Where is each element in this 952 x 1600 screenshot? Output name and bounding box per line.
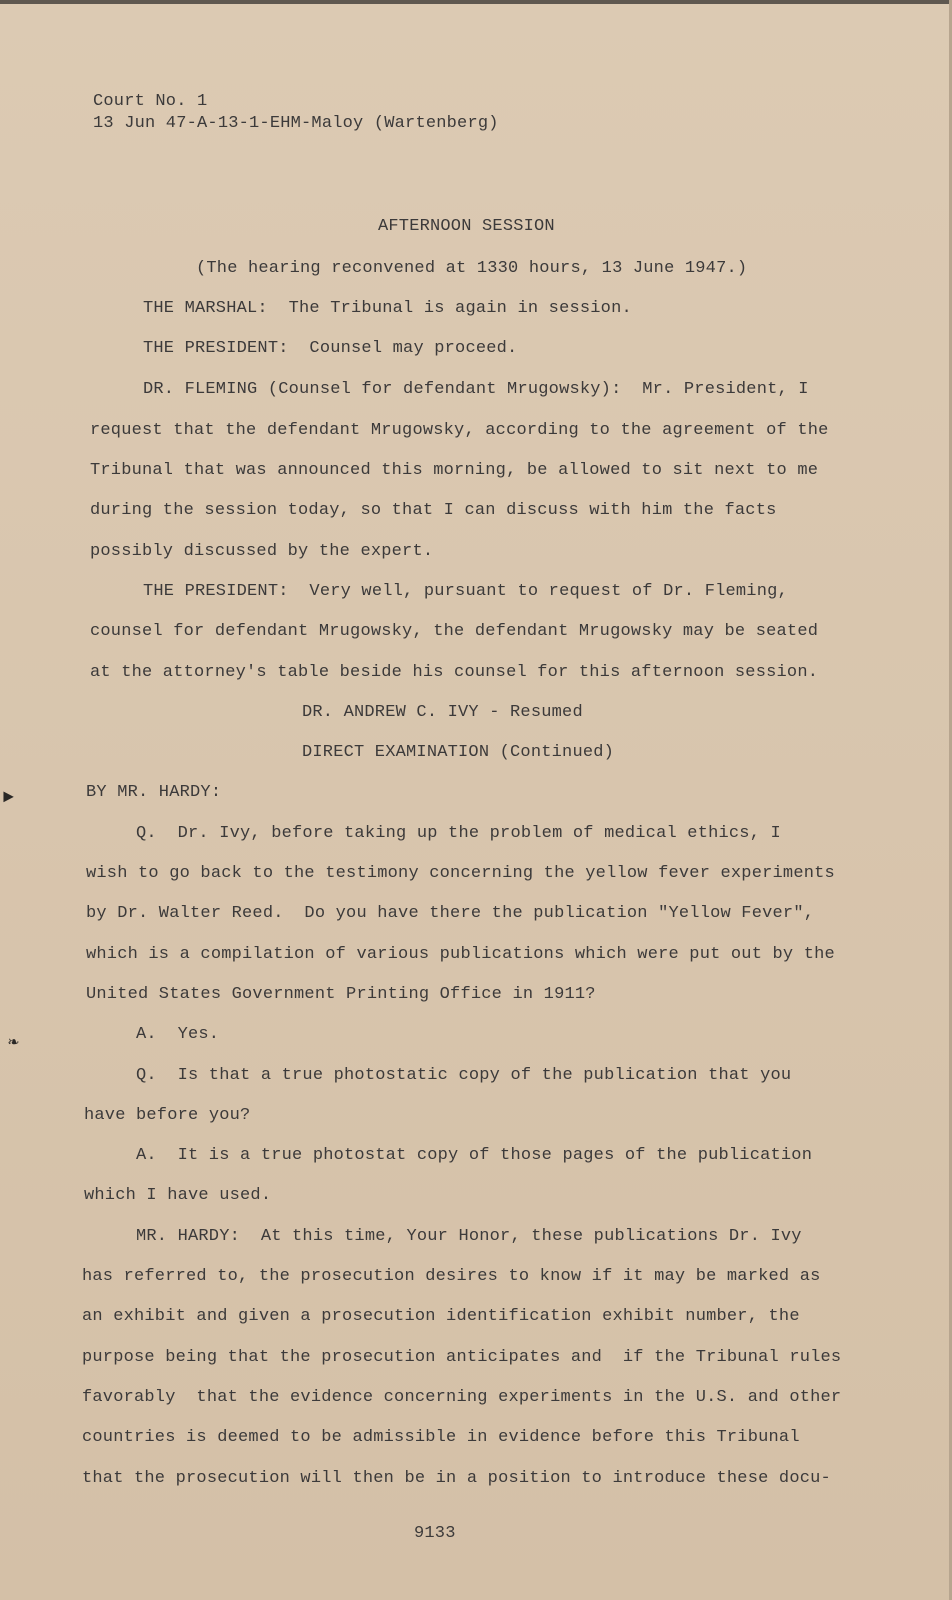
text-line: during the session today, so that I can discuss with him the facts: [90, 501, 777, 520]
header-reference: 13 Jun 47-A-13-1-EHM-Maloy (Wartenberg): [93, 114, 499, 133]
text-line: has referred to, the prosecution desires to know if it may be marked as: [82, 1267, 821, 1286]
text-line: Q. Is that a true photostatic copy of the publication that you: [136, 1066, 792, 1085]
text-line: Q. Dr. Ivy, before taking up the problem of medical ethics, I: [136, 824, 781, 843]
text-line: wish to go back to the testimony concerning the yellow fever experiments: [86, 864, 835, 883]
text-line: favorably that the evidence concerning experiments in the U.S. and other: [82, 1388, 842, 1407]
text-line: MR. HARDY: At this time, Your Honor, these publications Dr. Ivy: [136, 1227, 802, 1246]
page-number: 9133: [414, 1524, 456, 1543]
examination-heading: DIRECT EXAMINATION (Continued): [302, 743, 615, 762]
reconvened-note: (The hearing reconvened at 1330 hours, 13 June 1947.): [196, 259, 748, 278]
text-line: an exhibit and given a prosecution identification exhibit number, the: [82, 1307, 800, 1326]
text-line: purpose being that the prosecution anticipates and if the Tribunal rules: [82, 1348, 842, 1367]
margin-tick-icon: ❧: [8, 1033, 19, 1053]
text-line: THE PRESIDENT: Very well, pursuant to request of Dr. Fleming,: [143, 582, 788, 601]
text-line: A. It is a true photostat copy of those pages of the publication: [136, 1146, 813, 1165]
text-line: THE PRESIDENT: Counsel may proceed.: [143, 339, 518, 358]
text-line: A. Yes.: [136, 1025, 220, 1044]
text-line: United States Government Printing Office in 1911?: [86, 985, 596, 1004]
text-line: Tribunal that was announced this morning, be allowed to sit next to me: [90, 461, 819, 480]
text-line: DR. FLEMING (Counsel for defendant Mrugowsky): Mr. President, I: [143, 380, 809, 399]
text-line: countries is deemed to be admissible in evidence before this Tribunal: [82, 1428, 800, 1447]
margin-arrow-icon: ►: [3, 788, 14, 808]
session-title: AFTERNOON SESSION: [378, 217, 555, 236]
text-line: possibly discussed by the expert.: [90, 542, 434, 561]
examiner-heading: BY MR. HARDY:: [86, 783, 222, 802]
header-court: Court No. 1: [93, 92, 208, 111]
text-line: counsel for defendant Mrugowsky, the defendant Mrugowsky may be seated: [90, 622, 819, 641]
text-line: which I have used.: [84, 1186, 272, 1205]
text-line: request that the defendant Mrugowsky, according to the agreement of the: [90, 421, 829, 440]
text-line: by Dr. Walter Reed. Do you have there the publication "Yellow Fever",: [86, 904, 815, 923]
scan-edge-top: [0, 0, 952, 4]
text-line: have before you?: [84, 1106, 251, 1125]
text-line: which is a compilation of various publications which were put out by the: [86, 945, 835, 964]
text-line: at the attorney's table beside his counsel for this afternoon session.: [90, 663, 819, 682]
witness-heading: DR. ANDREW C. IVY - Resumed: [302, 703, 583, 722]
text-line: that the prosecution will then be in a position to introduce these docu-: [82, 1469, 831, 1488]
text-line: THE MARSHAL: The Tribunal is again in session.: [143, 299, 632, 318]
